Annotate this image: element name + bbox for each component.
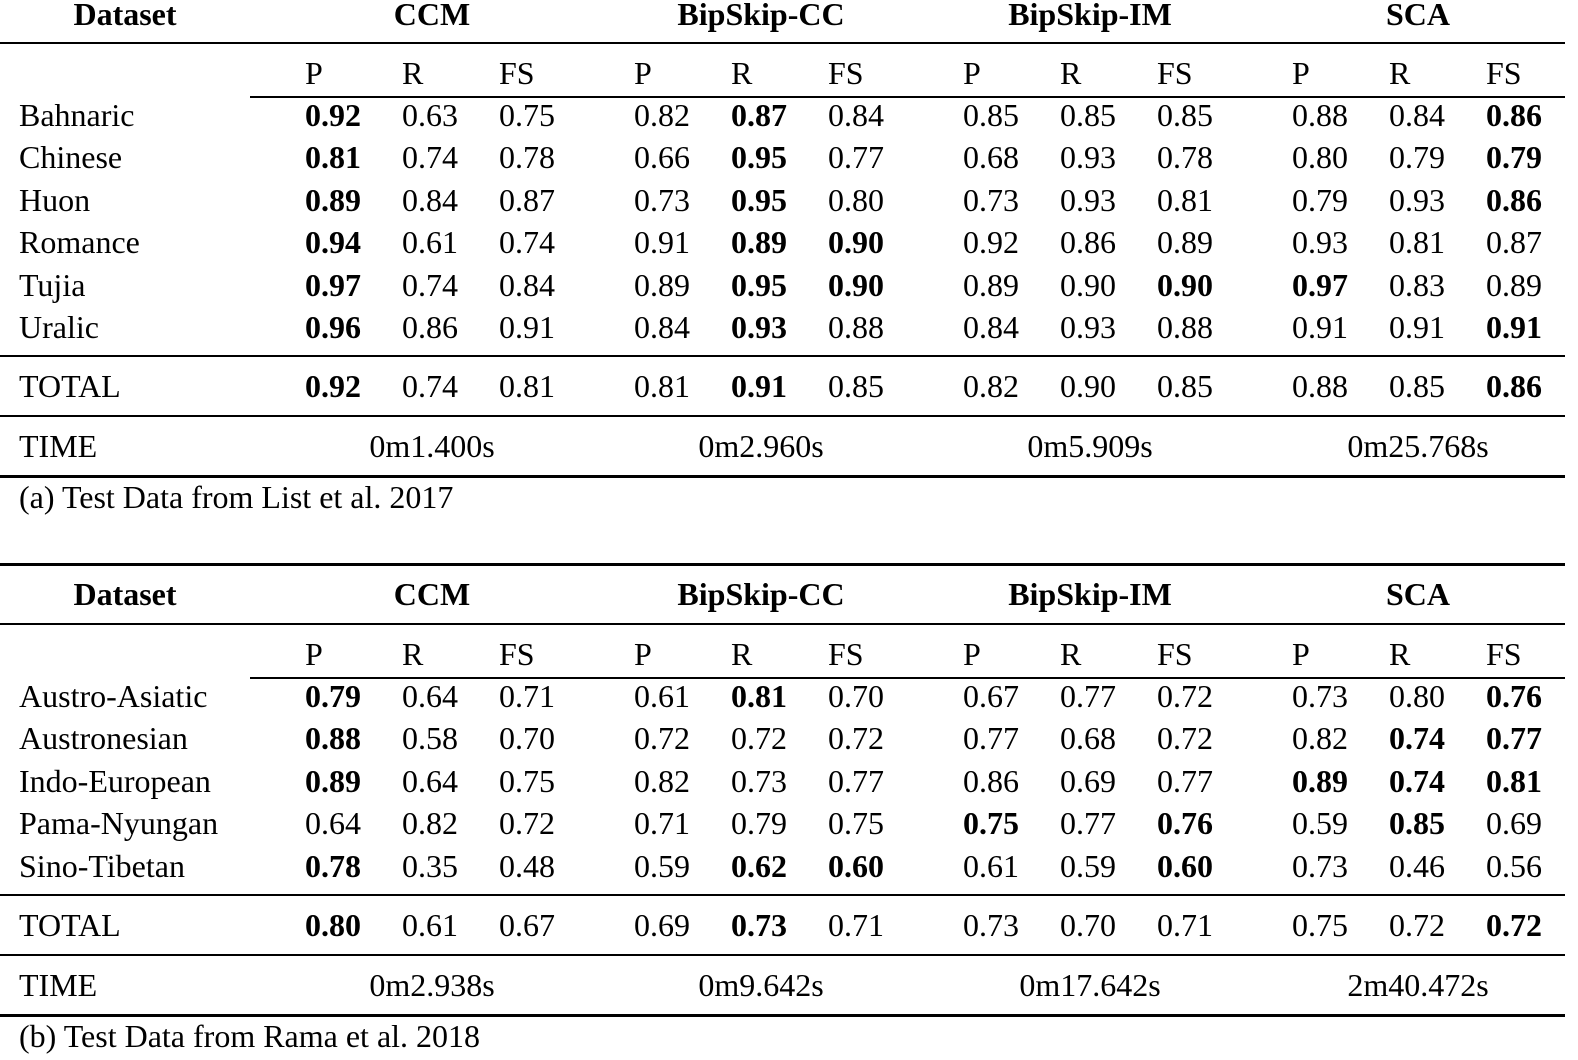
value-cell: 0.84	[963, 309, 1019, 345]
value-cell: 0.91	[499, 309, 555, 345]
value-cell: 0.95	[731, 266, 787, 303]
subheader-cell: R	[731, 636, 753, 672]
header-method-bipskip-im: BipSkip-IM	[1008, 0, 1172, 32]
total-label: TOTAL	[19, 368, 121, 404]
value-cell: 0.88	[1292, 97, 1348, 133]
value-cell: 0.87	[1486, 224, 1542, 261]
value-cell: 0.85	[1389, 805, 1445, 842]
total-value-cell: 0.80	[305, 907, 361, 943]
total-rule	[0, 894, 1565, 896]
value-cell: 0.84	[499, 266, 555, 303]
value-cell: 0.80	[1389, 678, 1445, 714]
row-label: Indo-European	[19, 762, 211, 799]
value-cell: 0.75	[499, 762, 555, 799]
value-cell: 0.76	[1157, 805, 1213, 842]
value-cell: 0.85	[963, 97, 1019, 133]
value-cell: 0.81	[1389, 224, 1445, 261]
value-cell: 0.74	[499, 224, 555, 261]
value-cell: 0.96	[305, 309, 361, 345]
value-cell: 0.82	[634, 97, 690, 133]
subheader-cell: R	[402, 55, 424, 91]
value-cell: 0.90	[828, 224, 884, 261]
value-cell: 0.73	[731, 762, 787, 799]
value-cell: 0.81	[731, 678, 787, 714]
time-rule	[0, 415, 1565, 417]
time-value: 2m40.472s	[1347, 967, 1489, 1003]
value-cell: 0.72	[1157, 678, 1213, 714]
value-cell: 0.84	[1389, 97, 1445, 133]
header-dataset: Dataset	[73, 576, 177, 612]
value-cell: 0.75	[963, 805, 1019, 842]
total-value-cell: 0.85	[1157, 368, 1213, 404]
value-cell: 0.84	[828, 97, 884, 133]
value-cell: 0.77	[828, 139, 884, 176]
value-cell: 0.90	[828, 266, 884, 303]
subheader-cell: FS	[499, 636, 535, 672]
subheader-cell: R	[1060, 55, 1082, 91]
value-cell: 0.83	[1389, 266, 1445, 303]
value-cell: 0.93	[731, 309, 787, 345]
value-cell: 0.67	[963, 678, 1019, 714]
value-cell: 0.64	[305, 805, 361, 842]
value-cell: 0.72	[634, 720, 690, 757]
total-value-cell: 0.92	[305, 368, 361, 404]
subheader-cell: R	[402, 636, 424, 672]
value-cell: 0.94	[305, 224, 361, 261]
value-cell: 0.70	[499, 720, 555, 757]
value-cell: 0.81	[1486, 762, 1542, 799]
value-cell: 0.89	[963, 266, 1019, 303]
subheader-cell: FS	[1486, 55, 1522, 91]
value-cell: 0.93	[1060, 309, 1116, 345]
value-cell: 0.74	[402, 139, 458, 176]
value-cell: 0.87	[499, 181, 555, 218]
value-cell: 0.73	[1292, 847, 1348, 884]
value-cell: 0.72	[828, 720, 884, 757]
value-cell: 0.95	[731, 181, 787, 218]
total-value-cell: 0.86	[1486, 368, 1542, 404]
value-cell: 0.73	[634, 181, 690, 218]
value-cell: 0.86	[1486, 97, 1542, 133]
time-value: 0m1.400s	[369, 428, 495, 464]
value-cell: 0.59	[1060, 847, 1116, 884]
value-cell: 0.74	[1389, 762, 1445, 799]
subheader-cell: R	[1060, 636, 1082, 672]
value-cell: 0.93	[1292, 224, 1348, 261]
time-label: TIME	[19, 428, 98, 464]
total-value-cell: 0.72	[1389, 907, 1445, 943]
time-value: 0m9.642s	[698, 967, 824, 1003]
subheader-cell: FS	[1157, 636, 1193, 672]
value-cell: 0.77	[828, 762, 884, 799]
value-cell: 0.97	[1292, 266, 1348, 303]
value-cell: 0.88	[1157, 309, 1213, 345]
total-value-cell: 0.82	[963, 368, 1019, 404]
value-cell: 0.91	[634, 224, 690, 261]
header-method-bipskip-cc: BipSkip-CC	[677, 0, 845, 32]
row-label: Pama-Nyungan	[19, 805, 219, 842]
subheader-cell: P	[634, 55, 652, 91]
total-value-cell: 0.73	[963, 907, 1019, 943]
value-cell: 0.86	[1486, 181, 1542, 218]
total-value-cell: 0.85	[1389, 368, 1445, 404]
value-cell: 0.56	[1486, 847, 1542, 884]
header-method-ccm: CCM	[393, 0, 471, 32]
value-cell: 0.89	[1486, 266, 1542, 303]
total-value-cell: 0.81	[634, 368, 690, 404]
subheader-cell: P	[963, 55, 981, 91]
header-method-bipskip-cc: BipSkip-CC	[677, 576, 845, 612]
value-cell: 0.48	[499, 847, 555, 884]
value-cell: 0.84	[402, 181, 458, 218]
value-cell: 0.79	[1486, 139, 1542, 176]
total-value-cell: 0.69	[634, 907, 690, 943]
value-cell: 0.79	[1389, 139, 1445, 176]
value-cell: 0.73	[1292, 678, 1348, 714]
total-value-cell: 0.72	[1486, 907, 1542, 943]
header-method-ccm: CCM	[393, 576, 471, 612]
value-cell: 0.77	[1060, 805, 1116, 842]
value-cell: 0.62	[731, 847, 787, 884]
subheader-cell: FS	[828, 55, 864, 91]
total-value-cell: 0.81	[499, 368, 555, 404]
value-cell: 0.59	[1292, 805, 1348, 842]
total-value-cell: 0.61	[402, 907, 458, 943]
value-cell: 0.85	[1157, 97, 1213, 133]
subheader-cell: P	[1292, 636, 1310, 672]
table-caption: (a) Test Data from List et al. 2017	[19, 479, 454, 515]
total-label: TOTAL	[19, 907, 121, 943]
value-cell: 0.86	[402, 309, 458, 345]
value-cell: 0.71	[499, 678, 555, 714]
value-cell: 0.93	[1060, 181, 1116, 218]
value-cell: 0.89	[634, 266, 690, 303]
value-cell: 0.61	[963, 847, 1019, 884]
header-dataset: Dataset	[73, 0, 177, 32]
value-cell: 0.60	[828, 847, 884, 884]
value-cell: 0.89	[305, 181, 361, 218]
header-rule	[0, 623, 1565, 625]
value-cell: 0.68	[1060, 720, 1116, 757]
value-cell: 0.69	[1486, 805, 1542, 842]
value-cell: 0.72	[499, 805, 555, 842]
value-cell: 0.97	[305, 266, 361, 303]
top-rule	[0, 563, 1565, 566]
value-cell: 0.88	[305, 720, 361, 757]
value-cell: 0.86	[963, 762, 1019, 799]
total-rule	[0, 355, 1565, 357]
subheader-cell: P	[305, 55, 323, 91]
value-cell: 0.89	[1157, 224, 1213, 261]
subheader-cell: R	[1389, 636, 1411, 672]
time-value: 0m5.909s	[1027, 428, 1153, 464]
value-cell: 0.63	[402, 97, 458, 133]
value-cell: 0.77	[963, 720, 1019, 757]
value-cell: 0.92	[963, 224, 1019, 261]
value-cell: 0.89	[305, 762, 361, 799]
total-value-cell: 0.71	[1157, 907, 1213, 943]
value-cell: 0.35	[402, 847, 458, 884]
time-value: 0m2.938s	[369, 967, 495, 1003]
value-cell: 0.91	[1389, 309, 1445, 345]
value-cell: 0.60	[1157, 847, 1213, 884]
top-rule	[0, 42, 1565, 44]
value-cell: 0.59	[634, 847, 690, 884]
value-cell: 0.75	[828, 805, 884, 842]
value-cell: 0.93	[1060, 139, 1116, 176]
time-label: TIME	[19, 967, 98, 1003]
value-cell: 0.81	[1157, 181, 1213, 218]
value-cell: 0.72	[731, 720, 787, 757]
value-cell: 0.80	[1292, 139, 1348, 176]
value-cell: 0.75	[499, 97, 555, 133]
total-value-cell: 0.88	[1292, 368, 1348, 404]
time-value: 0m17.642s	[1019, 967, 1161, 1003]
header-method-bipskip-im: BipSkip-IM	[1008, 576, 1172, 612]
total-value-cell: 0.74	[402, 368, 458, 404]
header-method-sca: SCA	[1385, 576, 1450, 612]
value-cell: 0.69	[1060, 762, 1116, 799]
value-cell: 0.84	[634, 309, 690, 345]
value-cell: 0.46	[1389, 847, 1445, 884]
value-cell: 0.82	[1292, 720, 1348, 757]
value-cell: 0.85	[1060, 97, 1116, 133]
value-cell: 0.89	[1292, 762, 1348, 799]
row-label: Austro-Asiatic	[19, 678, 208, 714]
subheader-cell: FS	[1157, 55, 1193, 91]
total-value-cell: 0.71	[828, 907, 884, 943]
subheader-cell: P	[963, 636, 981, 672]
subheader-cell: P	[1292, 55, 1310, 91]
value-cell: 0.79	[1292, 181, 1348, 218]
value-cell: 0.74	[402, 266, 458, 303]
value-cell: 0.71	[634, 805, 690, 842]
value-cell: 0.90	[1060, 266, 1116, 303]
row-label: Tujia	[19, 266, 86, 303]
value-cell: 0.76	[1486, 678, 1542, 714]
value-cell: 0.95	[731, 139, 787, 176]
value-cell: 0.77	[1486, 720, 1542, 757]
total-value-cell: 0.75	[1292, 907, 1348, 943]
value-cell: 0.61	[634, 678, 690, 714]
value-cell: 0.79	[305, 678, 361, 714]
total-value-cell: 0.73	[731, 907, 787, 943]
value-cell: 0.58	[402, 720, 458, 757]
value-cell: 0.87	[731, 97, 787, 133]
header-method-sca: SCA	[1385, 0, 1450, 32]
value-cell: 0.78	[305, 847, 361, 884]
row-label: Bahnaric	[19, 97, 135, 133]
row-label: Austronesian	[19, 720, 188, 757]
value-cell: 0.88	[828, 309, 884, 345]
value-cell: 0.86	[1060, 224, 1116, 261]
total-value-cell: 0.91	[731, 368, 787, 404]
subheader-cell: P	[634, 636, 652, 672]
subheader-cell: FS	[828, 636, 864, 672]
row-label: Chinese	[19, 139, 123, 176]
value-cell: 0.91	[1292, 309, 1348, 345]
total-value-cell: 0.70	[1060, 907, 1116, 943]
row-label: Romance	[19, 224, 140, 261]
subheader-cell: P	[305, 636, 323, 672]
total-value-cell: 0.85	[828, 368, 884, 404]
value-cell: 0.82	[634, 762, 690, 799]
value-cell: 0.70	[828, 678, 884, 714]
value-cell: 0.66	[634, 139, 690, 176]
table-caption: (b) Test Data from Rama et al. 2018	[19, 1018, 481, 1054]
value-cell: 0.64	[402, 762, 458, 799]
subheader-cell: FS	[1486, 636, 1522, 672]
value-cell: 0.92	[305, 97, 361, 133]
value-cell: 0.91	[1486, 309, 1542, 345]
subheader-cell: R	[1389, 55, 1411, 91]
value-cell: 0.80	[828, 181, 884, 218]
time-value: 0m2.960s	[698, 428, 824, 464]
row-label: Huon	[19, 181, 91, 218]
value-cell: 0.64	[402, 678, 458, 714]
subheader-cell: FS	[499, 55, 535, 91]
row-label: Uralic	[19, 309, 99, 345]
value-cell: 0.81	[305, 139, 361, 176]
value-cell: 0.93	[1389, 181, 1445, 218]
value-cell: 0.74	[1389, 720, 1445, 757]
total-value-cell: 0.90	[1060, 368, 1116, 404]
value-cell: 0.77	[1060, 678, 1116, 714]
value-cell: 0.89	[731, 224, 787, 261]
subheader-cell: R	[731, 55, 753, 91]
value-cell: 0.61	[402, 224, 458, 261]
time-rule	[0, 954, 1565, 956]
value-cell: 0.82	[402, 805, 458, 842]
value-cell: 0.79	[731, 805, 787, 842]
total-value-cell: 0.67	[499, 907, 555, 943]
time-value: 0m25.768s	[1347, 428, 1489, 464]
value-cell: 0.68	[963, 139, 1019, 176]
value-cell: 0.72	[1157, 720, 1213, 757]
value-cell: 0.78	[1157, 139, 1213, 176]
row-label: Sino-Tibetan	[19, 847, 185, 884]
value-cell: 0.77	[1157, 762, 1213, 799]
value-cell: 0.73	[963, 181, 1019, 218]
value-cell: 0.78	[499, 139, 555, 176]
value-cell: 0.90	[1157, 266, 1213, 303]
